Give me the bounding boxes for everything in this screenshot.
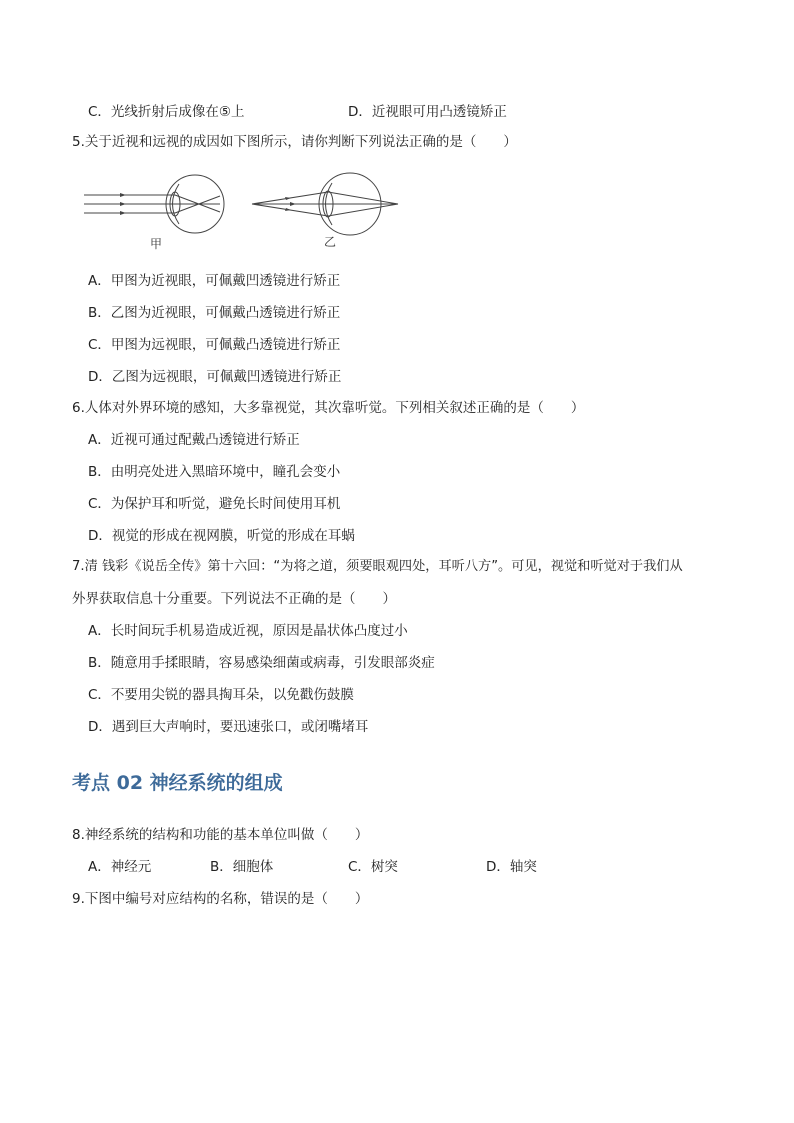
q6-option-a: A．近视可通过配戴凸透镜进行矫正	[88, 432, 300, 448]
q8-option-d: D．轴突	[486, 859, 537, 875]
q4-option-c: C．光线折射后成像在⑤上	[88, 104, 245, 120]
figure-label-left: 甲	[150, 237, 163, 251]
q8-option-c: C．树突	[348, 859, 398, 875]
q7-option-b: B．随意用手揉眼睛，容易感染细菌或病毒，引发眼部炎症	[88, 655, 435, 671]
eye-diagram-figure	[80, 164, 410, 254]
figure-label-right: 乙	[324, 235, 337, 249]
q9-stem: 9.下图中编号对应结构的名称，错误的是（ ）	[72, 891, 369, 907]
q4-option-d: D．近视眼可用凸透镜矫正	[348, 104, 507, 120]
q7-stem-line2: 外界获取信息十分重要。下列说法不正确的是（ ）	[72, 591, 396, 607]
q7-option-a: A．长时间玩手机易造成近视，原因是晶状体凸度过小	[88, 623, 408, 639]
q8-option-a: A．神经元	[88, 859, 152, 875]
section-heading: 考点 02 神经系统的组成	[72, 772, 283, 794]
q5-option-c: C．甲图为远视眼，可佩戴凸透镜进行矫正	[88, 337, 341, 353]
q5-stem: 5.关于近视和远视的成因如下图所示，请你判断下列说法正确的是（ ）	[72, 134, 517, 150]
q5-option-a: A．甲图为近视眼，可佩戴凹透镜进行矫正	[88, 273, 341, 289]
q8-stem: 8.神经系统的结构和功能的基本单位叫做（ ）	[72, 827, 369, 843]
eye-diagram-left	[84, 175, 224, 233]
q7-stem-line1: 7.清 钱彩《说岳全传》第十六回：“为将之道，须要眼观四处，耳听八方”。可见，视觉和听觉对于我们从	[72, 559, 683, 574]
eye-diagram-right	[252, 173, 398, 235]
q6-option-d: D．视觉的形成在视网膜，听觉的形成在耳蜗	[88, 528, 355, 544]
q8-option-b: B．细胞体	[210, 859, 274, 875]
q5-option-d: D．乙图为远视眼，可佩戴凹透镜进行矫正	[88, 369, 342, 385]
q7-option-c: C．不要用尖锐的器具掏耳朵，以免戳伤鼓膜	[88, 687, 354, 703]
q5-option-b: B．乙图为近视眼，可佩戴凸透镜进行矫正	[88, 305, 341, 321]
q7-option-d: D．遇到巨大声响时，要迅速张口，或闭嘴堵耳	[88, 719, 369, 735]
q6-stem: 6.人体对外界环境的感知，大多靠视觉，其次靠听觉。下列相关叙述正确的是（ ）	[72, 400, 585, 416]
q6-option-c: C．为保护耳和听觉，避免长时间使用耳机	[88, 496, 341, 512]
q6-option-b: B．由明亮处进入黑暗环境中，瞳孔会变小	[88, 464, 341, 480]
